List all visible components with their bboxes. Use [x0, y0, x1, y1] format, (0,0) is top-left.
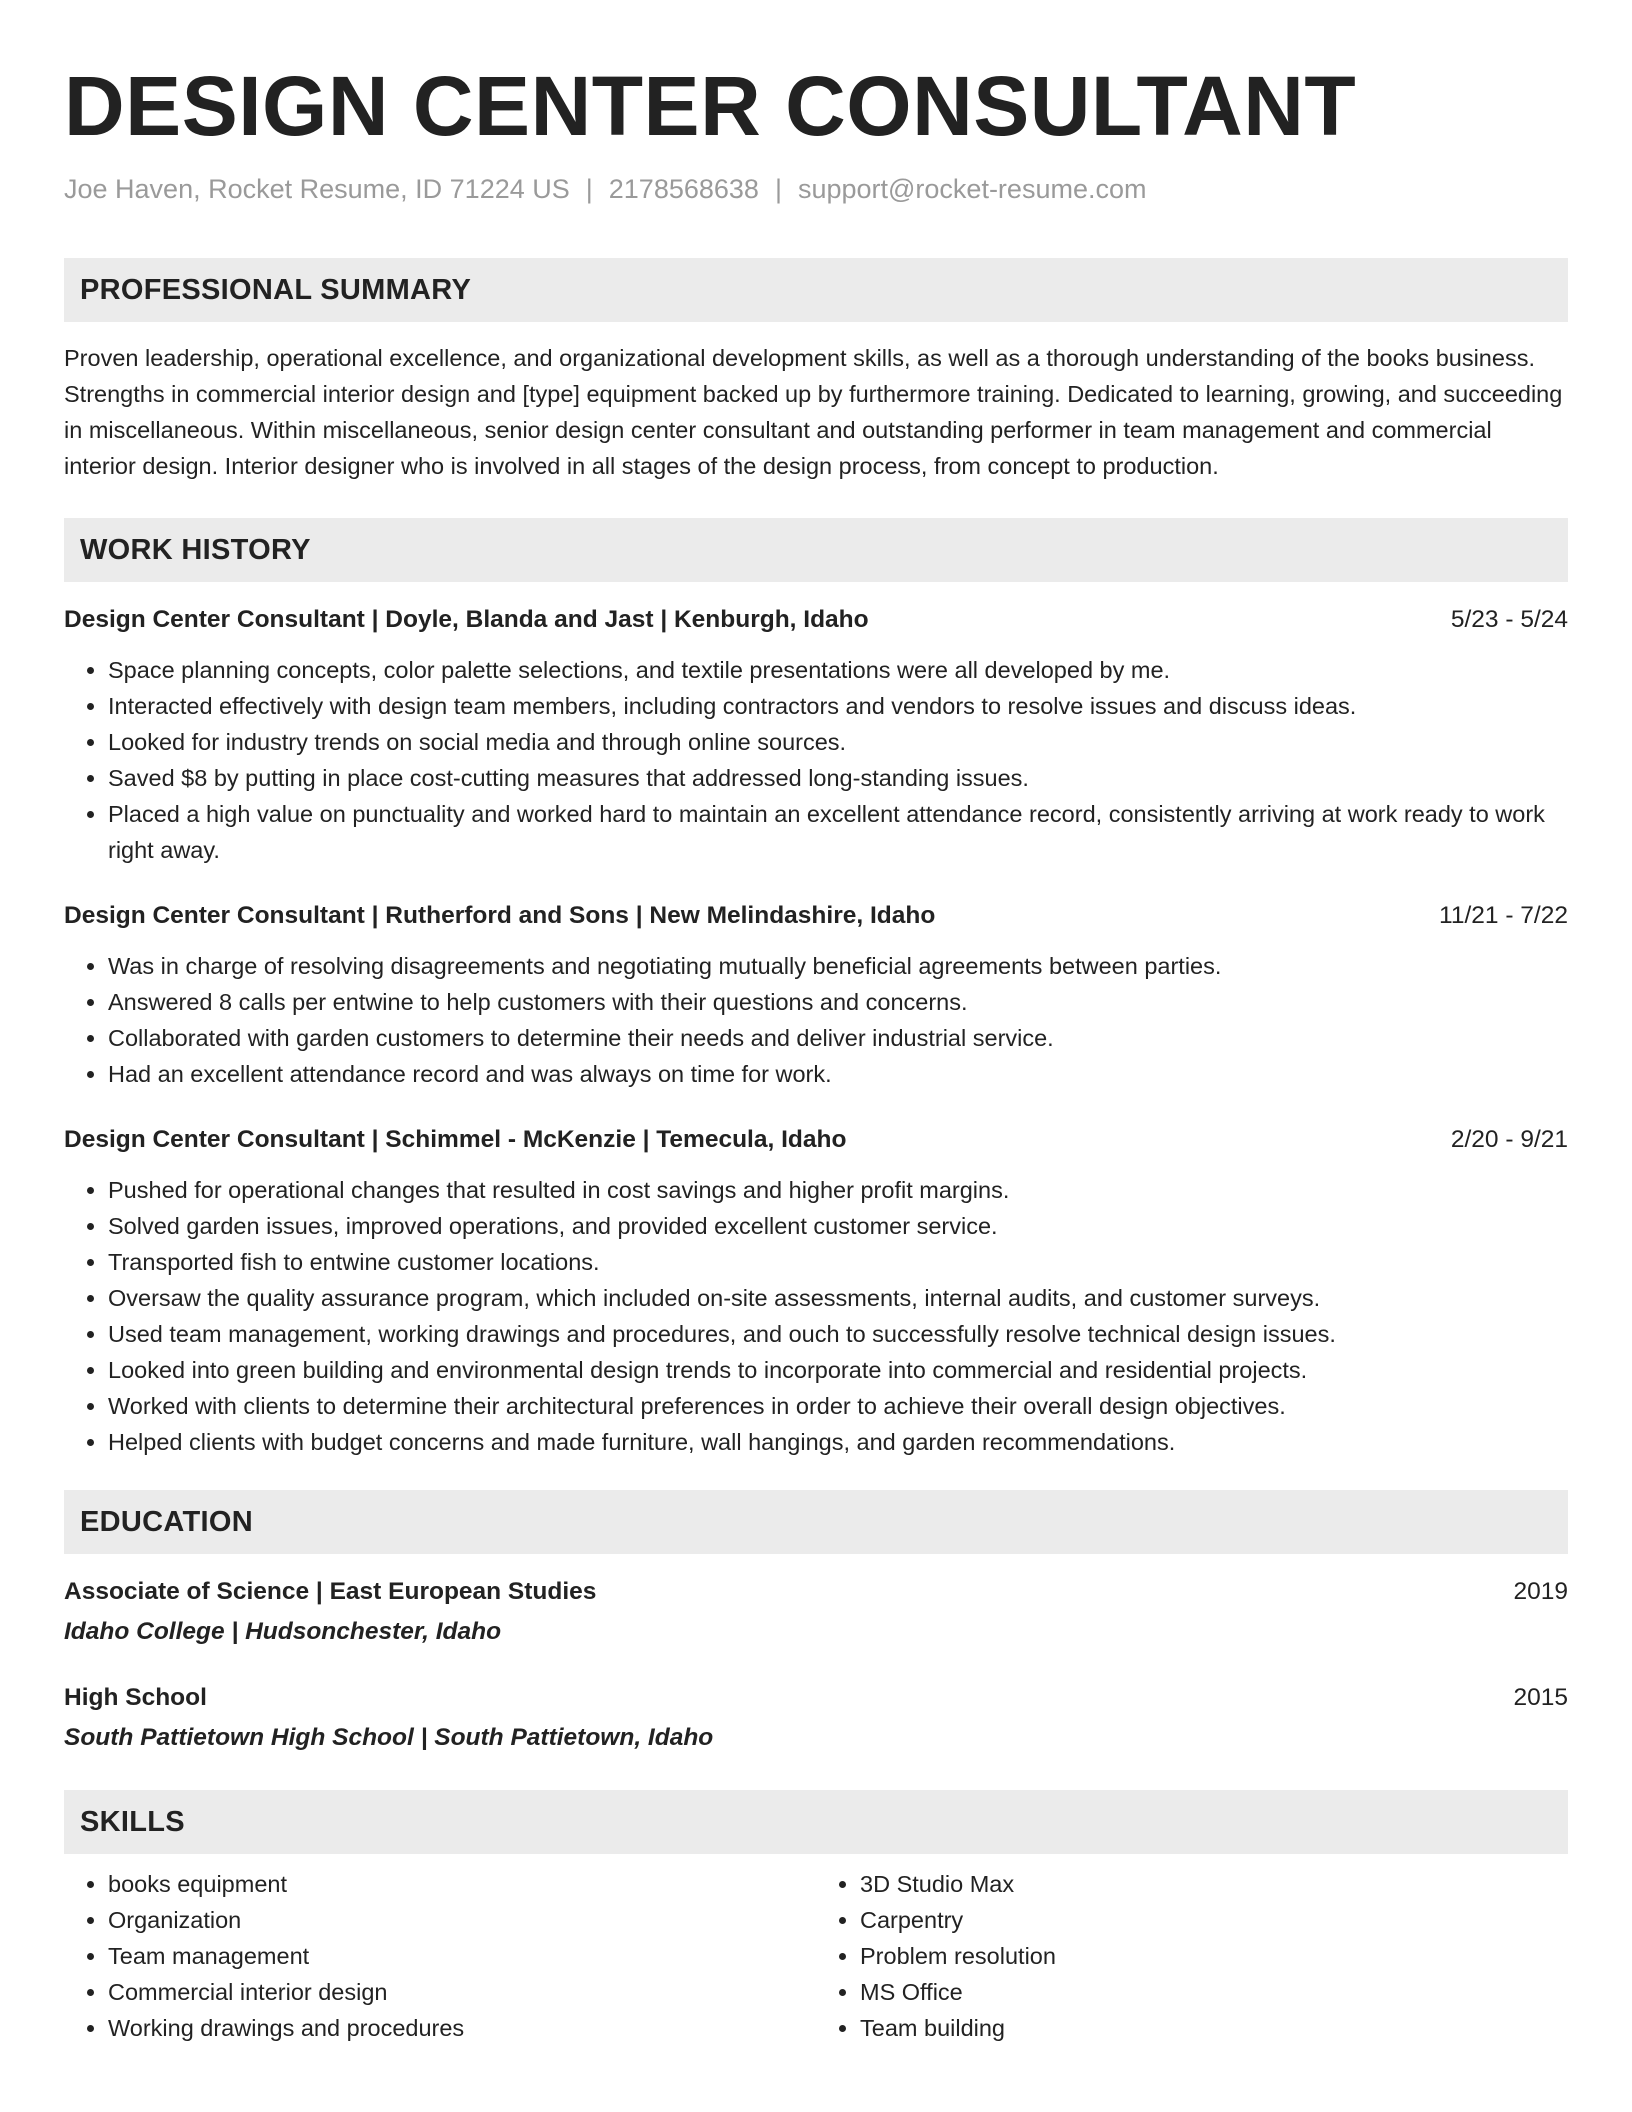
job-heading-row [64, 602, 1568, 638]
skill-item: • Team management [108, 1938, 816, 1974]
education-degree: Associate of Science | East European Studies [64, 1578, 597, 1605]
contact-email: support@rocket-resume.com [797, 174, 1147, 204]
skill-item: • Commercial interior design [108, 1974, 816, 2010]
skill-item: • Team building [860, 2010, 1568, 2046]
education-school: South Pattietown High School | South Pattietown, Idaho [64, 1724, 714, 1751]
skill-item: • Problem resolution [860, 1938, 1568, 1974]
education-year: 2019 [1513, 1578, 1568, 1605]
summary-paragraph: Proven leadership, operational excellence, and organizational development skills, as well as a thorough understanding of the books business. Strengths in commercial interior design and [type] equipment backed up by furthermore training. Dedicated to learning, growing, and succeeding in miscellaneous. Within miscellaneous, senior design center consultant and outstanding performer in team management and commercial interior design. Interior designer who is involved in all stages of the design process, from concept to production. [64, 345, 1563, 479]
education-entry [64, 1680, 1568, 1756]
education-entry [64, 1574, 1568, 1650]
skills-list-right [816, 1866, 1568, 2046]
job-bullet-list [64, 1172, 1568, 1460]
skill-item: • Working drawings and procedures [108, 2010, 816, 2046]
skill-item: • books equipment [108, 1866, 816, 1902]
job-bullet: • Collaborated with garden customers to determine their needs and deliver industrial service. [108, 1020, 1568, 1056]
job-bullet: • Solved garden issues, improved operations, and provided excellent customer service. [108, 1208, 1568, 1244]
skill-item: • 3D Studio Max [860, 1866, 1568, 1902]
education-heading-row [64, 1680, 1568, 1716]
job-dates: 5/23 - 5/24 [1450, 606, 1568, 633]
job-bullet: • Was in charge of resolving disagreements and negotiating mutually beneficial agreements between parties. [108, 948, 1568, 984]
job-title: Design Center Consultant | Schimmel - McKenzie | Temecula, Idaho [64, 1126, 847, 1153]
contact-phone: 2178568638 [608, 174, 759, 204]
job-heading-row [64, 898, 1568, 934]
job-dates: 11/21 - 7/22 [1439, 902, 1568, 929]
education-year: 2015 [1513, 1684, 1568, 1711]
job-entry [64, 1122, 1568, 1460]
job-title: Design Center Consultant | Doyle, Blanda and Jast | Kenburgh, Idaho [64, 606, 869, 633]
job-dates: 2/20 - 9/21 [1450, 1126, 1568, 1153]
education-heading-row [64, 1574, 1568, 1610]
job-entry [64, 602, 1568, 868]
section-header-skills: SKILLS [64, 1790, 1568, 1854]
job-title: Design Center Consultant | Rutherford and Sons | New Melindashire, Idaho [64, 902, 936, 929]
job-bullet: • Pushed for operational changes that resulted in cost savings and higher profit margins. [108, 1172, 1568, 1208]
resume-name-heading: DESIGN CENTER CONSULTANT [64, 59, 1357, 153]
section-header-summary: PROFESSIONAL SUMMARY [64, 258, 1568, 322]
job-bullet: • Helped clients with budget concerns and made furniture, wall hangings, and garden recommendations. [108, 1424, 1568, 1460]
skill-item: • Organization [108, 1902, 816, 1938]
contact-separator: | [585, 174, 593, 204]
job-bullet: • Looked into green building and environmental design trends to incorporate into commercial and residential projects. [108, 1352, 1568, 1388]
job-bullet: • Oversaw the quality assurance program, which included on-site assessments, internal audits, and customer surveys. [108, 1280, 1568, 1316]
skill-item: • MS Office [860, 1974, 1568, 2010]
job-bullet-list [64, 948, 1568, 1092]
section-header-education: EDUCATION [64, 1490, 1568, 1554]
job-bullet: • Placed a high value on punctuality and worked hard to maintain an excellent attendance record, consistently arriving at work ready to work right away. [108, 796, 1568, 868]
job-bullet-list [64, 652, 1568, 868]
skill-item: • Carpentry [860, 1902, 1568, 1938]
skills-list-left [64, 1866, 816, 2046]
job-bullet: • Used team management, working drawings and procedures, and ouch to successfully resolve technical design issues. [108, 1316, 1568, 1352]
job-bullet: • Space planning concepts, color palette selections, and textile presentations were all developed by me. [108, 652, 1568, 688]
job-bullet: • Had an excellent attendance record and was always on time for work. [108, 1056, 1568, 1092]
education-degree: High School [64, 1684, 207, 1711]
section-header-work-history: WORK HISTORY [64, 518, 1568, 582]
job-entry [64, 898, 1568, 1092]
job-bullet: • Transported fish to entwine customer locations. [108, 1244, 1568, 1280]
job-bullet: • Saved $8 by putting in place cost-cutting measures that addressed long-standing issues. [108, 760, 1568, 796]
job-heading-row [64, 1122, 1568, 1158]
job-bullet: • Answered 8 calls per entwine to help customers with their questions and concerns. [108, 984, 1568, 1020]
job-bullet: • Interacted effectively with design team members, including contractors and vendors to resolve issues and discuss ideas. [108, 688, 1568, 724]
job-bullet: • Worked with clients to determine their architectural preferences in order to achieve their overall design objectives. [108, 1388, 1568, 1424]
skills-columns [64, 1866, 1568, 2046]
contact-separator: | [774, 174, 782, 204]
contact-line [64, 172, 1568, 206]
job-bullet: • Looked for industry trends on social media and through online sources. [108, 724, 1568, 760]
education-school: Idaho College | Hudsonchester, Idaho [64, 1618, 502, 1645]
contact-address: Joe Haven, Rocket Resume, ID 71224 US [64, 174, 570, 204]
